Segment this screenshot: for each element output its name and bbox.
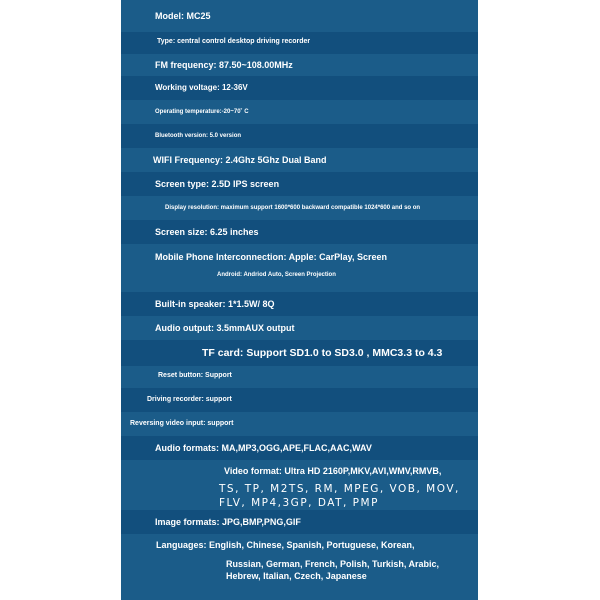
spec-audio-output: Audio output: 3.5mmAUX output xyxy=(155,323,295,333)
spec-type: Type: central control desktop driving recorder xyxy=(157,38,311,45)
spec-row-image-formats xyxy=(121,510,478,534)
spec-row-languages xyxy=(121,534,478,600)
spec-screen-size: Screen size: 6.25 inches xyxy=(155,227,259,237)
spec-sheet xyxy=(121,0,478,600)
spec-row-fm xyxy=(121,54,478,76)
spec-row-audio-output xyxy=(121,316,478,340)
spec-voltage: Working voltage: 12-36V xyxy=(155,83,248,92)
spec-screen-type: Screen type: 2.5D IPS screen xyxy=(155,179,280,189)
spec-temperature: Operating temperature:-20~70˚ C xyxy=(155,109,249,115)
spec-tf-card: TF card: Support SD1.0 to SD3.0 , MMC3.3 to 4.3 xyxy=(202,347,443,359)
spec-audio-formats: Audio formats: MA,MP3,OGG,APE,FLAC,AAC,WAV xyxy=(155,443,372,453)
spec-recorder: Driving recorder: support xyxy=(147,396,232,403)
spec-row-reset xyxy=(121,366,478,388)
spec-row-bluetooth xyxy=(121,124,478,148)
spec-row-screen-type xyxy=(121,172,478,196)
spec-row-wifi xyxy=(121,148,478,172)
spec-model: Model: MC25 xyxy=(155,11,211,21)
spec-wifi: WIFI Frequency: 2.4Ghz 5Ghz Dual Band xyxy=(153,155,327,165)
spec-video-format-line-3: FLV, MP4,3GP, DAT, PMP xyxy=(219,497,379,509)
spec-row-type xyxy=(121,32,478,54)
spec-languages-line-2: Russian, German, French, Polish, Turkish, Arabic, xyxy=(226,559,440,569)
spec-row-screen-size xyxy=(121,220,478,244)
spec-languages-line-1: Languages: English, Chinese, Spanish, Portuguese, Korean, xyxy=(156,540,415,550)
spec-row-interconnection xyxy=(121,244,478,292)
spec-row-temperature xyxy=(121,100,478,124)
spec-image-formats: Image formats: JPG,BMP,PNG,GIF xyxy=(155,517,301,527)
spec-resolution: Display resolution: maximum support 1600*600 backward compatible 1024*600 and so on xyxy=(165,205,421,211)
spec-bluetooth: Bluetooth version: 5.0 version xyxy=(155,133,242,139)
spec-row-model xyxy=(121,0,478,32)
spec-video-format-line-1: Video format: Ultra HD 2160P,MKV,AVI,WMV,RMVB, xyxy=(224,466,442,476)
spec-interconnection-line-2: Android: Andriod Auto, Screen Projection xyxy=(217,272,336,278)
spec-row-reversing xyxy=(121,412,478,436)
spec-row-voltage xyxy=(121,76,478,100)
spec-interconnection-line-1: Mobile Phone Interconnection: Apple: CarPlay, Screen xyxy=(155,252,388,262)
spec-row-recorder xyxy=(121,388,478,412)
spec-video-format-line-2: TS, TP, M2TS, RM, MPEG, VOB, MOV, xyxy=(219,483,460,495)
spec-row-video-format xyxy=(121,460,478,510)
spec-speaker: Built-in speaker: 1*1.5W/ 8Q xyxy=(155,299,275,309)
spec-languages-line-3: Hebrew, Italian, Czech, Japanese xyxy=(226,571,367,581)
spec-row-tf-card xyxy=(121,340,478,366)
spec-row-resolution xyxy=(121,196,478,220)
spec-row-audio-formats xyxy=(121,436,478,460)
spec-reversing: Reversing video input: support xyxy=(130,420,234,427)
spec-fm: FM frequency: 87.50~108.00MHz xyxy=(155,60,293,70)
spec-reset: Reset button: Support xyxy=(158,372,232,379)
spec-row-speaker xyxy=(121,292,478,316)
